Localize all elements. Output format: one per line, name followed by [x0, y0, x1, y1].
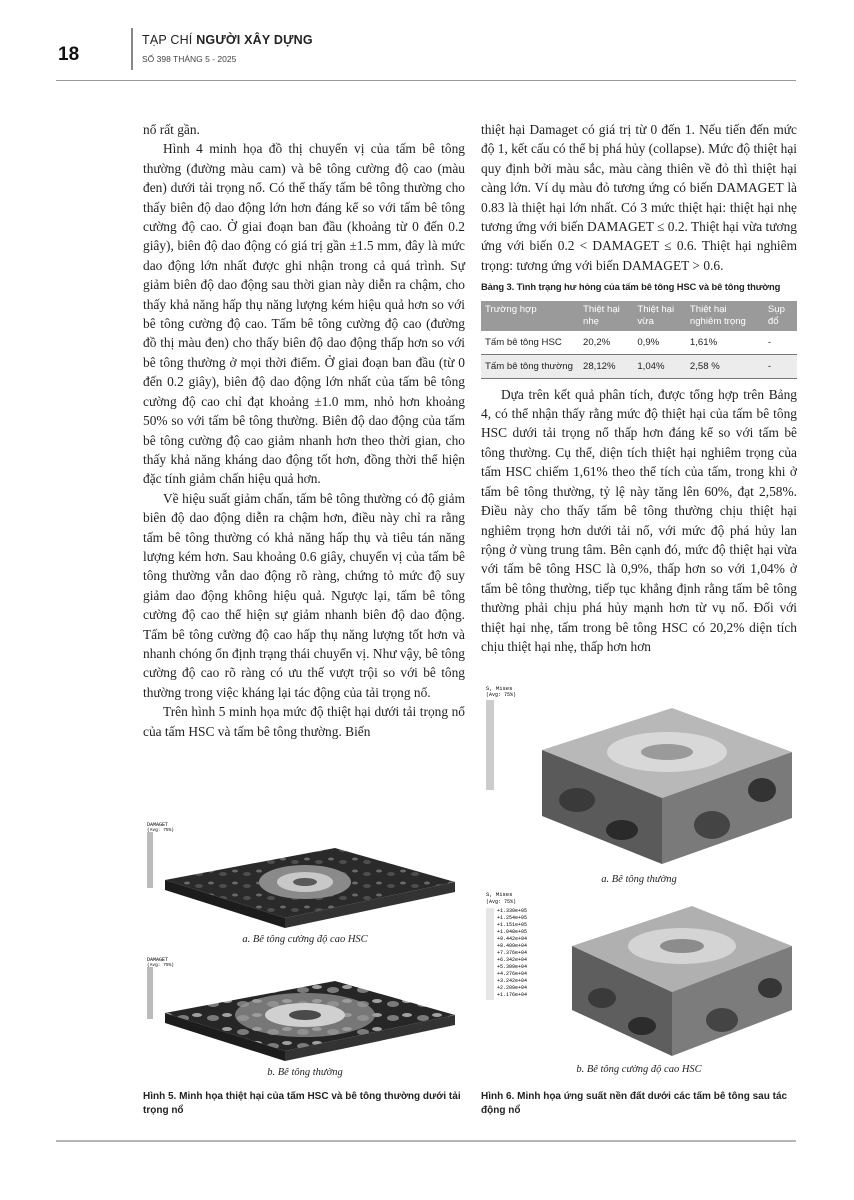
- issue-info: SỐ 398 THÁNG 5 - 2025: [142, 54, 237, 64]
- table-cell: -: [764, 331, 797, 355]
- figure6b-caption: b. Bê tông cường độ cao HSC: [576, 1064, 702, 1075]
- legend-avg: (Avg: 75%): [147, 963, 175, 968]
- legend-value: +4.276e+04: [497, 971, 528, 977]
- figure5-title: Hình 5. Minh họa thiệt hại của tấm HSC và bê tông thường dưới tải trọng nổ: [143, 1091, 461, 1116]
- figure6a-caption: a. Bê tông thường: [601, 874, 677, 885]
- legend-avg: (Avg: 75%): [486, 692, 517, 698]
- table-cell: 0,9%: [633, 331, 686, 355]
- header-rule: [56, 80, 796, 81]
- figure6a-legend: [486, 685, 516, 790]
- table-cell: 1,04%: [633, 354, 686, 378]
- right-column: [481, 120, 797, 656]
- paragraph: nổ rất gần.: [143, 122, 200, 137]
- footer-rule: [56, 1140, 796, 1142]
- legend-title: DAMAGET: [147, 957, 169, 963]
- table-header: Thiệt hại nhẹ: [579, 301, 633, 331]
- legend-value: +7.376e+04: [497, 950, 528, 956]
- table-row: [481, 331, 797, 355]
- table-cell: 28,12%: [579, 354, 633, 378]
- figure5b-legend: [147, 957, 174, 1019]
- table-cell: 2,58 %: [686, 354, 764, 378]
- paragraph: Về hiệu suất giảm chấn, tấm bê tông thường có độ giảm biên độ dao động diễn ra chậm hơn, điều này chỉ ra rằng tấm bê tông thường có khả năng hấp thụ và tiêu tán năng lượng kém hơn. Sau khoảng 0.6 giây, chuyển vị của tấm bê tông thường vẫn dao động rõ ràng, chứng tỏ mức độ suy giảm dao động không hiệu quả. Ngược lại, tấm bê tông cường độ cao thể hiện sự giảm nhanh biên độ dao động. Tấm bê tông cường độ cao hấp thụ năng lượng tốt hơn và nhanh chóng ổn định trạng thái chuyển vị. Như vậy, bê tông cường độ cao rõ ràng có ưu thế vượt trội so với bê tông thường trong việc kháng lại tác động của tải trọng nổ.: [143, 490, 465, 700]
- paragraph: Dựa trên kết quả phân tích, được tổng hợp trên Bảng 4, có thể nhận thấy rằng mức độ thiệt hại của tấm bê tông HSC dưới tải trọng nổ thấp hơn đáng kể so với tấm bê tông thường. Cụ thể, diện tích thiệt hại nghiêm trọng của tấm HSC chiếm 1,61% theo thể tích của tấm, trong khi ở tấm bê tông thường, tỷ lệ này tăng lên 60%, đạt 2,58%. Điều này cho thấy tấm bê tông thường chịu thiệt hại nghiêm trọng hơn dưới tải nổ, với mức độ phá hủy lan rộng ở vùng trung tâm. Bên cạnh đó, mức độ thiệt hại vừa với tấm bê tông HSC là 0,9%, thấp hơn so với 1,04% ở tấm bê tông thường, tiếp tục khẳng định rằng tấm bê tông thường phải chịu phá hủy mạnh hơn từ vụ nổ. Đối với thiệt hại nhẹ, tấm trong bê tông HSC có 20,2% diện tích chịu thiệt hại nhẹ, thấp hơn hơn: [481, 386, 797, 654]
- figure5a-image: [145, 820, 463, 932]
- table-cell: Tấm bê tông HSC: [481, 331, 579, 355]
- legend-value: +1.048e+05: [497, 929, 528, 935]
- table-header: Thiệt hại nghiêm trọng: [686, 301, 764, 331]
- legend-title: S, Mises: [486, 685, 513, 692]
- figure5b-image: [145, 955, 463, 1065]
- figure6-title: Hình 6. Minh họa ứng suất nền đất dưới các tấm bê tông sau tác động nổ: [481, 1091, 788, 1116]
- paragraph: thiệt hại Damaget có giá trị từ 0 đến 1. Nếu tiến đến mức độ 1, kết cấu có thể bị phá hủy (collapse). Mức độ thiệt hại quy định bởi màu sắc, màu càng thiên về đỏ thì thiệt hại càng lớn. Ví dụ màu đỏ tương ứng có biến DAMAGET là 0.83 là thiệt hại lớn nhất. Có 3 mức thiệt hại: thiệt hại nhẹ tương ứng với biến DAMAGET ≤ 0.2. Thiệt hại vừa tương ứng với biến 0.2 < DAMAGET ≤ 0.6. Thiệt hại nghiêm trọng: tương ứng với biến DAMAGET > 0.6.: [481, 122, 797, 273]
- figure5a-legend: [147, 822, 174, 888]
- journal-name: NGƯỜI XÂY DỰNG: [196, 33, 313, 47]
- legend-value: +2.209e+04: [497, 985, 528, 991]
- legend-value: +1.176e+04: [497, 992, 528, 998]
- table-cell: Tấm bê tông thường: [481, 354, 579, 378]
- paragraph: Hình 4 minh họa đồ thị chuyển vị của tấm bê tông thường (đường màu cam) và bê tông cường độ cao (màu đen) dưới tải trọng nổ. Có thể thấy tấm bê tông thường cho thấy biên độ dao động lớn hơn đáng kể so với tấm bê tông cường độ cao. Ở giai đoạn ban đầu (khoảng từ 0 đến 0.2 giây), biên độ dao động có giá trị gần ±1.5 mm, đây là mức dao động lớn nhất được ghi nhận trong cả quá trình. Sự giảm biên độ dao động sau thời gian này diễn ra chậm, cho thấy khả năng hấp thụ năng lượng kém hiệu quả hơn so với bê tông cường độ cao. Tấm bê tông cường độ cao (đường đồ thị màu đen) cho thấy biên độ dao động thấp hơn so với bê tông thường ở mọi thời điểm. Ở giai đoạn ban đầu (từ 0 đến 0.2 giây), biên độ dao động lớn nhất của tấm bê tông cường độ cao chỉ đạt khoảng ±1.0 mm, nhỏ hơn khoảng 50% so với tấm bê tông thường. Biên độ dao động của tấm bê tông cường độ cao giảm nhanh hơn theo thời gian, cho thấy khả năng kháng dao động tốt hơn, đồng thời thể hiện đặc tính giảm chấn hiệu quả hơn.: [143, 141, 465, 487]
- journal-prefix: TẠP CHÍ: [142, 33, 193, 47]
- table-row: [481, 354, 797, 378]
- legend-value: +1.330e+05: [497, 908, 528, 914]
- journal-title: [142, 33, 313, 47]
- table-header: Sụp đổ: [764, 301, 797, 331]
- table-caption: Bảng 3. Tình trạng hư hỏng của tấm bê tông HSC và bê tông thường: [481, 281, 781, 293]
- left-column: [143, 120, 465, 741]
- legend-avg: (Avg: 75%): [486, 899, 517, 905]
- legend-value: +9.442e+04: [497, 936, 528, 942]
- legend-value: +1.254e+05: [497, 915, 528, 921]
- table-cell: -: [764, 354, 797, 378]
- figure6b-image: [482, 888, 798, 1060]
- figure5b-caption: b. Bê tông thường: [267, 1067, 343, 1078]
- figure5a-caption: a. Bê tông cường độ cao HSC: [242, 934, 368, 945]
- legend-value: +6.342e+04: [497, 957, 528, 963]
- legend-title: S, Mises: [486, 891, 513, 898]
- header-divider: [131, 28, 133, 70]
- page-number: 18: [58, 44, 80, 65]
- table-header: Thiệt hại vừa: [633, 301, 686, 331]
- paragraph: Trên hình 5 minh họa mức độ thiệt hại dưới tải trọng nổ của tấm HSC và tấm bê tông thường. Biến: [143, 704, 465, 739]
- legend-value: +3.242e+04: [497, 978, 528, 984]
- legend-title: DAMAGET: [147, 822, 169, 828]
- table-header: Trường hợp: [481, 301, 579, 331]
- table-cell: 20,2%: [579, 331, 633, 355]
- legend-value: +1.151e+05: [497, 922, 528, 928]
- legend-avg: (Avg: 75%): [147, 828, 175, 833]
- figure6b-legend: [486, 891, 527, 1000]
- damage-table: [481, 301, 797, 379]
- legend-value: +5.309e+04: [497, 964, 528, 970]
- table-cell: 1,61%: [686, 331, 764, 355]
- figure6a-image: [482, 680, 798, 868]
- legend-value: +8.409e+04: [497, 943, 528, 949]
